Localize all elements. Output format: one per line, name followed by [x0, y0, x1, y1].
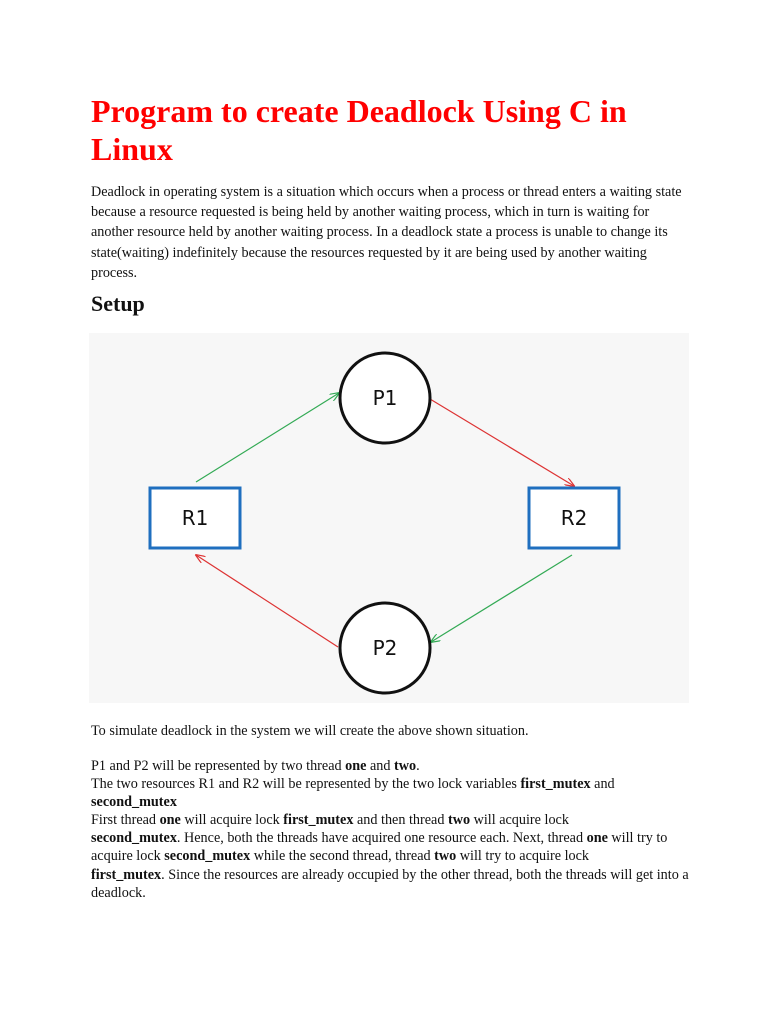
second-mutex-name: second_mutex	[91, 794, 177, 811]
resource-label-r1: R1	[181, 506, 209, 530]
text-run: . Hence, both the threads have acquired one resource each. Next, thread	[176, 830, 587, 847]
text-run: and	[366, 758, 395, 774]
page-title: Program to create Deadlock Using C in Linux	[91, 93, 627, 167]
text-run: . Since the resources are already occupied by the other thread, both the threads will get into a deadlock.	[91, 866, 689, 901]
edge-p2-to-r1	[196, 555, 338, 647]
thread-one-name: one	[345, 758, 367, 774]
resource-node-r2	[529, 488, 619, 548]
text-run: .	[416, 758, 420, 774]
setup-heading: Setup	[91, 291, 145, 316]
first-mutex-name: first_mutex	[520, 776, 591, 793]
text-run: will acquire lock	[470, 812, 569, 829]
first-mutex-name: first_mutex	[91, 866, 162, 883]
thread-one-name: one	[159, 812, 181, 829]
text-run: while the second thread, thread	[250, 848, 435, 865]
process-label-p2: P2	[372, 636, 398, 660]
resource-label-r2: R2	[560, 506, 588, 530]
second-mutex-name: second_mutex	[164, 848, 251, 865]
thread-two-name: two	[394, 758, 417, 774]
deadlock-diagram-svg	[89, 333, 689, 703]
text-run: and then thread	[353, 812, 448, 829]
edge-r1-to-p1	[196, 393, 339, 482]
process-node-p1	[340, 353, 430, 443]
edge-p1-to-r2	[430, 399, 574, 486]
thread-one-name: one	[586, 830, 608, 847]
thread-two-name: two	[447, 812, 471, 829]
text-run: The two resources R1 and R2 will be represented by the two lock variables	[91, 776, 521, 793]
text-run: will acquire lock	[180, 812, 284, 829]
first-mutex-name: first_mutex	[283, 812, 354, 829]
thread-two-name: two	[434, 848, 457, 865]
text-run: and	[590, 776, 615, 793]
text-run: First thread	[91, 812, 160, 829]
edge-r2-to-p2	[431, 555, 572, 642]
second-mutex-name: second_mutex	[91, 830, 177, 847]
resource-node-r1	[150, 488, 240, 548]
deadlock-diagram	[89, 333, 689, 703]
text-run: will try to acquire lock	[456, 848, 590, 865]
simulate-paragraph: To simulate deadlock in the system we will create the above shown situation.	[91, 723, 529, 739]
text-run: P1 and P2 will be represented by two thread	[91, 758, 346, 774]
process-label-p1: P1	[372, 386, 398, 410]
explanation-paragraph	[91, 757, 691, 902]
text-run: will try to acquire lock	[91, 830, 668, 865]
process-node-p2	[340, 603, 430, 693]
intro-paragraph: Deadlock in operating system is a situation which occurs when a process or thread enters a waiting state because a resource requested is being held by another waiting process, which in turn is waiting for another resource held by another waiting process. In a deadlock state a process is unable to change its state(waiting) indefinitely because the resources requested by it are being used by another waiting process.	[91, 184, 682, 281]
